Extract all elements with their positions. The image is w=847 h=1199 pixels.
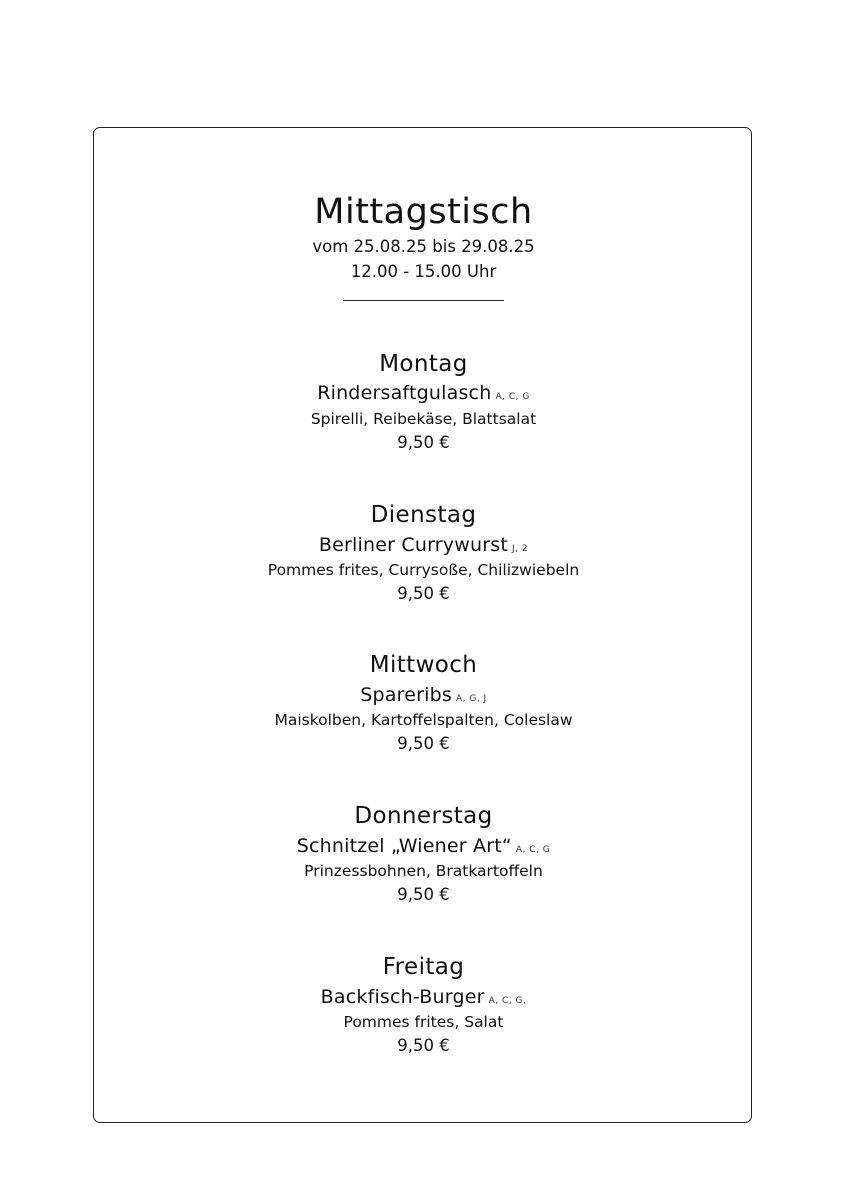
sides-wednesday: Maiskolben, Kartoffelspalten, Coleslaw bbox=[274, 711, 573, 729]
price-tuesday: 9,50 € bbox=[397, 584, 450, 603]
dish-name: Backfisch-Burger bbox=[320, 986, 485, 1008]
day-friday: Freitag bbox=[382, 954, 465, 980]
sides-tuesday: Pommes frites, Currysoße, Chilizwiebeln bbox=[267, 561, 580, 579]
day-wednesday: Mittwoch bbox=[369, 652, 478, 678]
price-friday: 9,50 € bbox=[397, 1036, 450, 1055]
dish-name: Spareribs bbox=[360, 684, 452, 706]
dish-tuesday bbox=[0, 532, 847, 562]
price-wednesday: 9,50 € bbox=[397, 734, 450, 753]
dish-name: Schnitzel „Wiener Art“ bbox=[296, 835, 512, 857]
sides-friday: Pommes frites, Salat bbox=[343, 1013, 504, 1031]
price-thursday: 9,50 € bbox=[397, 885, 450, 904]
day-thursday: Donnerstag bbox=[354, 803, 493, 829]
allergen-codes: A, C, G, bbox=[488, 996, 527, 1006]
date-range: vom 25.08.25 bis 29.08.25 bbox=[312, 237, 535, 256]
allergen-codes: A, C, G bbox=[495, 392, 530, 402]
dish-name: Berliner Currywurst bbox=[318, 534, 508, 556]
serving-hours: 12.00 - 15.00 Uhr bbox=[350, 262, 497, 281]
sides-thursday: Prinzessbohnen, Bratkartoffeln bbox=[304, 862, 543, 880]
allergen-codes: J, 2 bbox=[511, 544, 529, 554]
header-divider bbox=[343, 300, 504, 301]
dish-name: Rindersaftgulasch bbox=[317, 382, 492, 404]
allergen-codes: A, C, G bbox=[515, 845, 551, 855]
menu-title: Mittagstisch bbox=[314, 192, 533, 232]
price-monday: 9,50 € bbox=[397, 433, 450, 452]
allergen-codes: A, G, J bbox=[455, 694, 487, 704]
dish-wednesday bbox=[0, 682, 847, 712]
dish-friday bbox=[0, 984, 847, 1014]
dish-monday bbox=[0, 380, 847, 410]
day-monday: Montag bbox=[379, 351, 468, 377]
sides-monday: Spirelli, Reibekäse, Blattsalat bbox=[310, 410, 537, 428]
day-tuesday: Dienstag bbox=[370, 502, 477, 528]
dish-thursday bbox=[0, 833, 847, 863]
